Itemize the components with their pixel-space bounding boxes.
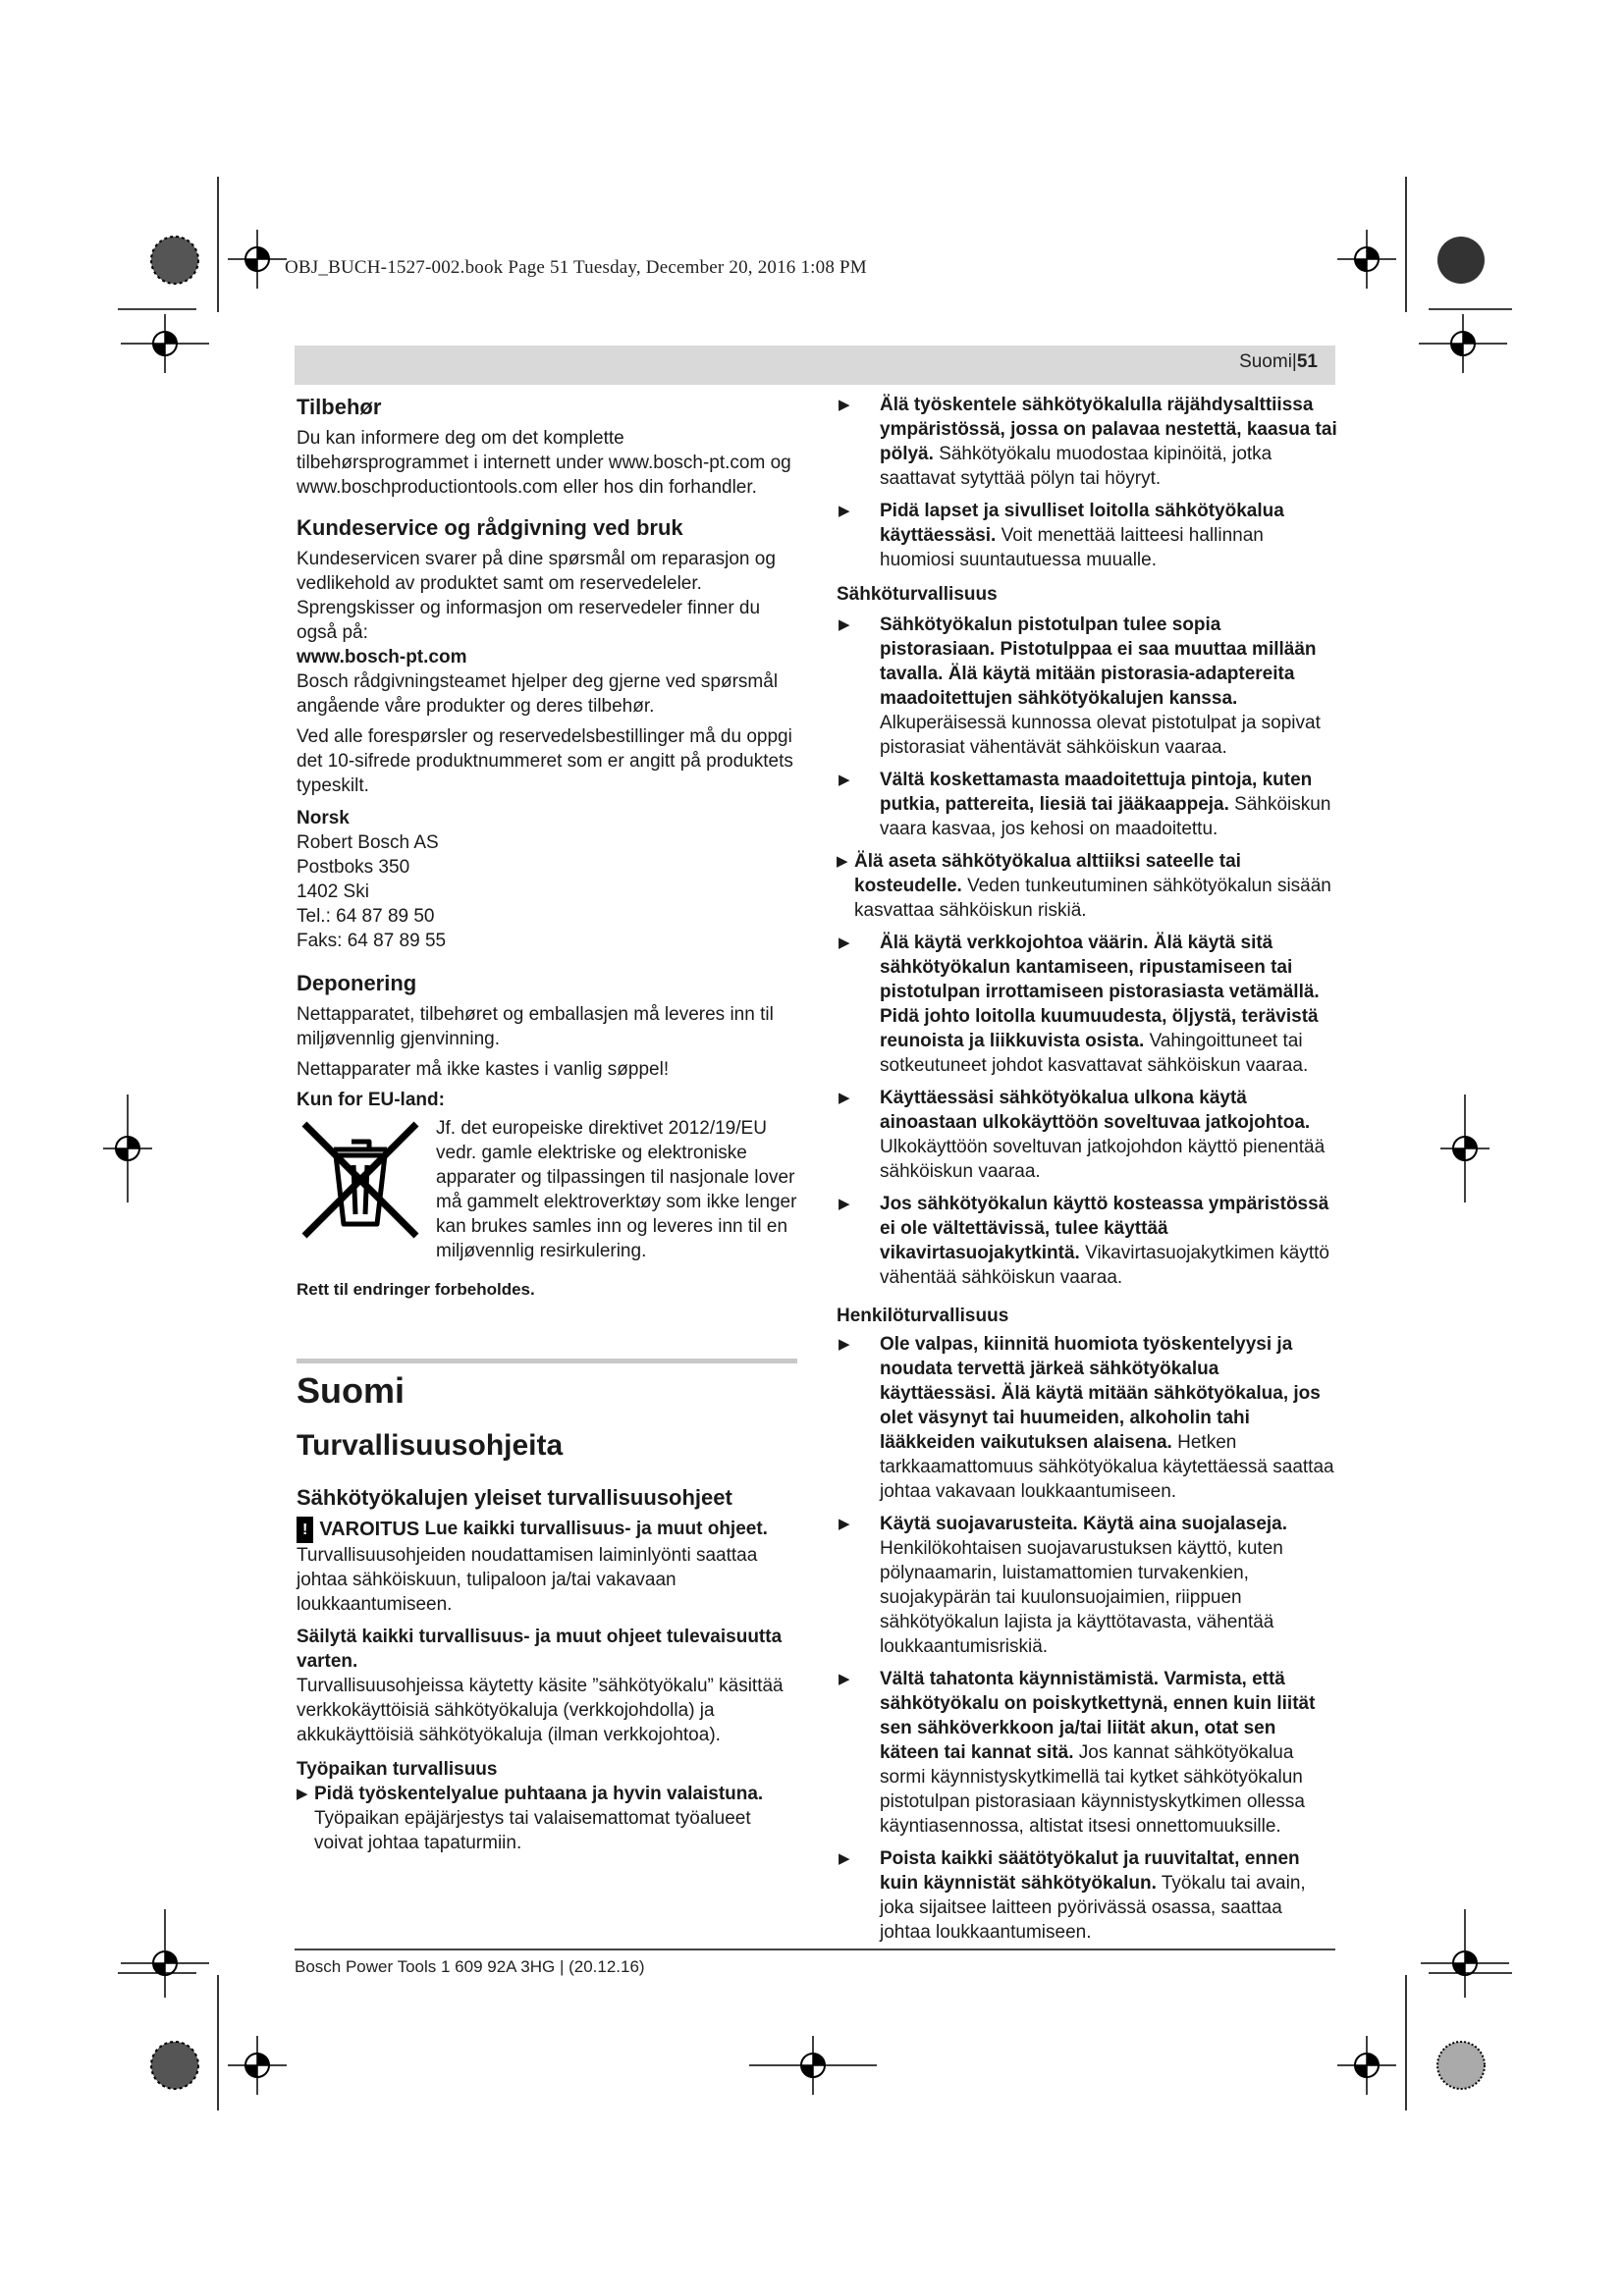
paragraph: Jf. det europeiske direktivet 2012/19/EU vedr. gamle elektriske og elektroniske apparater og tilpassingen til nasjonale lover må gammelt elektroverktøy som ikke lenger kan brukes samles inn og leveres inn til en miljøvennlig resirkulering.	[436, 1118, 797, 1261]
item-text: Vikavirtasuojakytkimen käyttö vähentää sähköiskun vaaraa.	[880, 1243, 1329, 1288]
paragraph: Kundeservicen svarer på dine spørsmål om reparasjon og vedlikehold av produktet samt om reservedeleler. Sprengskisser og informasjon om reservedeler finner du også på:	[297, 549, 776, 643]
address-line: Tel.: 64 87 89 50	[297, 906, 435, 927]
link-text: www.bosch-pt.com	[297, 647, 467, 667]
section-title: Kundeservice og rådgivning ved bruk	[297, 515, 683, 540]
item-text: Voit menettää laitteesi hallinnan huomiosi suuntautuessa muualle.	[880, 525, 1264, 570]
left-column	[297, 393, 797, 1863]
registration-mark-icon	[1421, 1909, 1509, 1998]
registration-mark-icon	[228, 230, 287, 289]
bullet-arrow-icon: ▶	[839, 1671, 850, 1687]
section-title: Deponering	[297, 971, 417, 995]
item-bold: Älä käytä verkkojohtoa väärin. Älä käytä sitä sähkötyökalun kantamiseen, ripustamiseen tai pistotulpan irrottamiseen pistorasiasta vetämällä. Pidä johto loitolla kuumuudesta, öljystä, terävistä reunoista ja liikkuvista osista.	[880, 933, 1320, 1051]
list-item	[837, 1086, 1337, 1184]
item-text: Sähköiskun vaara kasvaa, jos kehosi on maadoitettu.	[880, 794, 1331, 839]
item-bold: Älä työskentele sähkötyökalulla räjähdysalttiissa ympäristössä, jossa on palavaa nestettä, kaasua tai pölyä.	[880, 395, 1337, 464]
bullet-arrow-icon: ▶	[839, 503, 850, 519]
color-bar-icon	[1437, 2042, 1485, 2089]
list-item	[837, 849, 1337, 923]
footer-rule	[295, 1949, 1335, 1950]
item-bold: Ole valpas, kiinnitä huomiota työskentelyysi ja noudata tervettä järkeä sähkötyökalua käyttäessäsi. Älä käytä mitään sähkötyökalua, jos olet väsynyt tai huumeiden, alkoholin tahi lääkkeiden vaikutuksen alaisena.	[880, 1334, 1321, 1453]
registration-mark-icon	[1337, 230, 1396, 289]
registration-mark-icon	[1337, 2036, 1396, 2095]
list-item	[837, 768, 1337, 841]
bullet-arrow-icon: ▶	[839, 616, 850, 633]
registration-mark-icon	[228, 2036, 287, 2095]
item-text: Vahingoittuneet tai sotkeutuneet johdot kasvattavat sähköiskun vaaraa.	[880, 1031, 1309, 1076]
page-number: 51	[1296, 351, 1318, 372]
list-item	[837, 393, 1337, 491]
paragraph: Turvallisuusohjeissa käytetty käsite ”sähkötyökalu” käsittää verkkokäyttöisiä sähkötyökaluja (verkkojohdolla) ja akkukäyttöisiä sähkötyökaluja (ilman verkkojohtoa).	[297, 1676, 784, 1745]
subsection-title: Kun for EU-land:	[297, 1090, 445, 1110]
bullet-arrow-icon: ▶	[839, 1090, 850, 1106]
item-bold: Vältä tahatonta käynnistämistä. Varmista, että sähkötyökalu on poiskytkettynä, ennen kuin liität sen sähköverkkoon ja/tai liität akun, otat sen käteen tai kannat sitä.	[880, 1669, 1316, 1763]
item-text: Työpaikan epäjärjestys tai valaisemattomat työalueet voivat johtaa tapaturmiin.	[314, 1808, 751, 1853]
warning-text: Turvallisuusohjeiden noudattamisen laiminlyönti saattaa johtaa sähköiskuun, tulipaloon ja/tai vakavaan loukkaantumiseen.	[297, 1545, 758, 1615]
item-bold: Käyttäessäsi sähkötyökalua ulkona käytä ainoastaan ulkokäyttöön soveltuvaa jatkojohtoa.	[880, 1088, 1311, 1133]
list-item	[837, 1192, 1337, 1290]
item-text: Veden tunkeutuminen sähkötyökalun sisään kasvattaa sähköiskun riskiä.	[854, 876, 1331, 921]
bullet-arrow-icon: ▶	[839, 1336, 850, 1353]
list-item	[297, 1782, 797, 1855]
warning-bold: Lue kaikki turvallisuus- ja muut ohjeet.	[424, 1519, 768, 1539]
header-separator: |	[1291, 351, 1297, 372]
list-item	[837, 1332, 1337, 1504]
bullet-arrow-icon: ▶	[839, 934, 850, 951]
list-item	[837, 613, 1337, 760]
bullet-arrow-icon: ▶	[297, 1786, 308, 1802]
bullet-arrow-icon: ▶	[839, 772, 850, 788]
language-title: Suomi	[297, 1370, 406, 1411]
warning-block	[297, 1517, 797, 1617]
bullet-arrow-icon: ▶	[839, 1516, 850, 1532]
running-header	[1239, 351, 1318, 373]
crossed-bin-icon	[297, 1116, 424, 1244]
subsection-title: Sähköturvallisuus	[837, 584, 998, 605]
header-bar	[295, 346, 1335, 385]
paragraph: Nettapparatet, tilbehøret og emballasjen må leveres inn til miljøvennlig gjenvinning.	[297, 1004, 774, 1049]
registration-mark-icon	[121, 1909, 209, 1998]
bullet-arrow-icon: ▶	[837, 853, 848, 870]
bullet-arrow-icon: ▶	[839, 1196, 850, 1212]
paragraph-bold: Säilytä kaikki turvallisuus- ja muut ohjeet tulevaisuutta varten.	[297, 1627, 783, 1672]
paragraph: Nettapparater må ikke kastes i vanlig søppel!	[297, 1059, 670, 1080]
warning-triangle-icon: !	[297, 1517, 313, 1543]
registration-mark-icon	[749, 2036, 877, 2095]
item-text: Ulkokäyttöön soveltuvan jatkojohdon käyttö pienentää sähköiskun vaaraa.	[880, 1137, 1326, 1182]
bullet-arrow-icon: ▶	[839, 397, 850, 413]
section-rule	[297, 1359, 797, 1363]
color-bar-icon	[151, 237, 198, 284]
item-text: Jos kannat sähkötyökalua sormi käynnistyskytkimellä tai kytket sähkötyökalun pistotulpan pistorasiaan käynnistyskytkimen ollessa käyntiasennossa, altistat itsesi onnettomuuksille.	[880, 1742, 1305, 1837]
item-text: Hetken tarkkaamattomuus sähkötyökalua käytettäessä saattaa johtaa vakavaan loukkaantumiseen.	[880, 1432, 1334, 1502]
weee-block	[297, 1116, 797, 1263]
list-item	[837, 931, 1337, 1078]
list-item	[837, 1667, 1337, 1839]
address-line: 1402 Ski	[297, 881, 369, 902]
item-text: Henkilökohtaisen suojavarustuksen käyttö, kuten pölynaamarin, luistamattomien turvakenkien, suojakypärän tai kuulonsuojaimien, riippuen sähkötyökalun lajista ja käyttötavasta, vähentää loukkaantumisriskiä.	[880, 1538, 1283, 1657]
registration-mark-icon	[121, 314, 209, 373]
section-title: Tilbehør	[297, 395, 382, 419]
paragraph: Du kan informere deg om det komplette tilbehørsprogrammet i internett under www.bosch-pt.com og www.boschproductiontools.com eller hos din forhandler.	[297, 428, 791, 498]
item-text: Työkalu tai avain, joka sijaitsee laitteen pyörivässä osassa, saattaa johtaa loukkaantumiseen.	[880, 1873, 1306, 1943]
address-line: Robert Bosch AS	[297, 832, 439, 853]
footer: Bosch Power Tools 1 609 92A 3HG | (20.12.16)	[295, 1957, 645, 1976]
item-bold: Älä aseta sähkötyökalua alttiiksi sateelle tai kosteudelle.	[854, 851, 1241, 896]
disclaimer: Rett til endringer forbeholdes.	[297, 1280, 535, 1299]
subsection-title: Henkilöturvallisuus	[837, 1306, 1009, 1326]
section-title: Sähkötyökalujen yleiset turvallisuusohjeet	[297, 1485, 732, 1510]
warning-badge	[297, 1517, 419, 1543]
right-column	[837, 393, 1337, 1952]
item-bold: Sähkötyökalun pistotulpan tulee sopia pistorasiaan. Pistotulppaa ei saa muuttaa millään tavalla. Älä käytä mitään pistorasia-adaptereita maadoitettujen sähkötyökalujen kanssa.	[880, 614, 1317, 709]
item-bold: Jos sähkötyökalun käyttö kosteassa ympäristössä ei ole vältettävissä, tulee käyttää vikavirtasuojakytkintä.	[880, 1194, 1329, 1263]
registration-mark-icon	[103, 1095, 152, 1202]
chapter-title: Turvallisuusohjeita	[297, 1429, 564, 1462]
list-item	[837, 499, 1337, 572]
item-bold: Poista kaikki säätötyökalut ja ruuvitaltat, ennen kuin käynnistät sähkötyökalun.	[880, 1848, 1300, 1894]
list-item	[837, 1512, 1337, 1659]
paragraph: Ved alle forespørsler og reservedelsbestillinger må du oppgi det 10-sifrede produktnummeret som er angitt på produktets typeskilt.	[297, 726, 793, 796]
paragraph: Bosch rådgivningsteamet hjelper deg gjerne ved spørsmål angående våre produkter og deres tilbehør.	[297, 671, 779, 717]
address-block	[297, 830, 797, 953]
item-text: Alkuperäisessä kunnossa olevat pistotulpat ja sopivat pistorasiat vähentävät sähköiskun vaaraa.	[880, 713, 1321, 758]
subsection-title: Työpaikan turvallisuus	[297, 1759, 498, 1780]
address-line: Postboks 350	[297, 857, 410, 878]
item-bold: Vältä koskettamasta maadoitettuja pintoja, kuten putkia, pattereita, liesiä tai jääkaappeja.	[880, 770, 1313, 815]
item-bold: Pidä työskentelyalue puhtaana ja hyvin valaistuna.	[314, 1784, 764, 1804]
header-language: Suomi	[1239, 351, 1292, 372]
subsection-title: Norsk	[297, 808, 350, 828]
print-slug: OBJ_BUCH-1527-002.book Page 51 Tuesday, December 20, 2016 1:08 PM	[285, 257, 867, 278]
color-bar-icon	[1437, 237, 1485, 284]
list-item	[837, 1846, 1337, 1945]
color-bar-icon	[151, 2042, 198, 2089]
registration-mark-icon	[1440, 1095, 1489, 1202]
registration-mark-icon	[1419, 314, 1507, 373]
warning-label: VAROITUS	[319, 1519, 420, 1540]
item-bold: Pidä lapset ja sivulliset loitolla sähkötyökalua käyttäessäsi.	[880, 501, 1284, 546]
item-bold: Käytä suojavarusteita. Käytä aina suojalaseja.	[880, 1514, 1288, 1534]
address-line: Faks: 64 87 89 55	[297, 931, 447, 951]
item-text: Sähkötyökalu muodostaa kipinöitä, jotka saattavat sytyttää pölyn tai höyryt.	[880, 444, 1272, 489]
bullet-arrow-icon: ▶	[839, 1850, 850, 1867]
